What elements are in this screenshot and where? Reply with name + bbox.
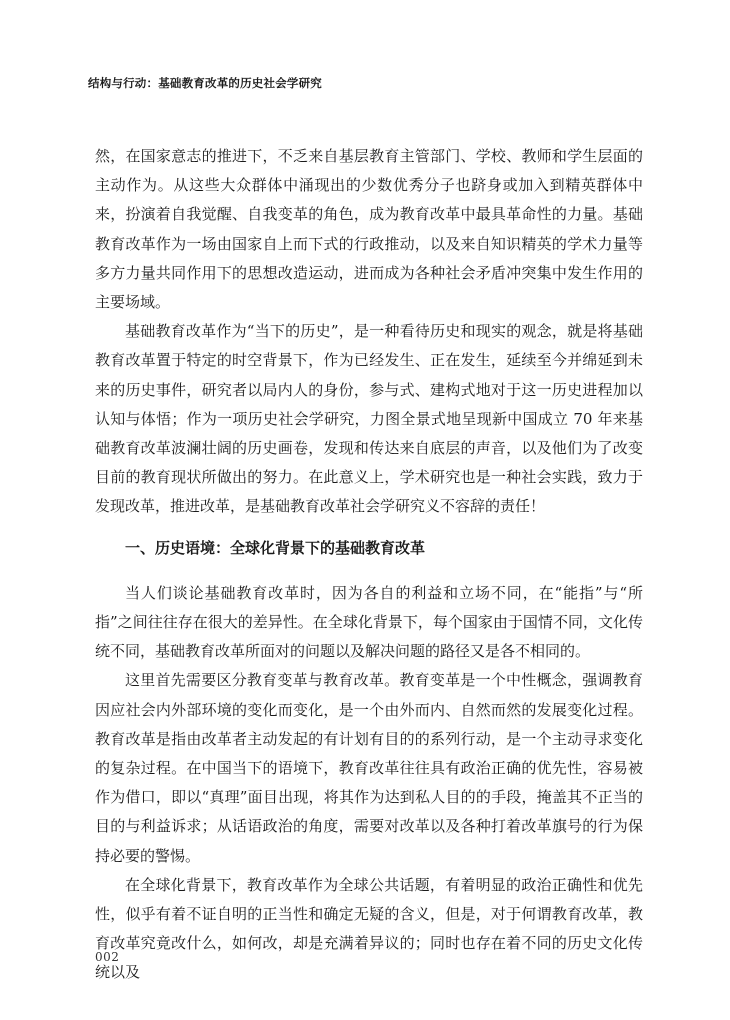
- paragraph-continued: 然，在国家意志的推进下，不乏来自基层教育主管部门、学校、教师和学生层面的主动作为。从这些大众群体中涌现出的少数优秀分子也跻身或加入到精英群体中来，扮演着自我觉醒、自我变革的角色，成为教育改革中最具革命性的力量。基础教育改革作为一场由国家自上而下式的行政推动，以及来自知识精英的学术力量等多方力量共同作用下的思想改造运动，进而成为各种社会矛盾冲突集中发生作用的主要场域。: [95, 147, 643, 312]
- paragraph: 这里首先需要区分教育变革与教育改革。教育变革是一个中性概念，强调教育因应社会内外部环境的变化而变化，是一个由外而内、自然而然的发展变化过程。教育改革是指由改革者主动发起的有计划有目的的系列行动，是一个主动寻求变化的复杂过程。在中国当下的语境下，教育改革往往具有政治正确的优先性，容易被作为借口，即以“真理”面目出现，将其作为达到私人目的的手段，掩盖其不正当的目的与利益诉求；从话语政治的角度，需要对改革以及各种打着改革旗号的行为保持必要的警惕。: [95, 671, 643, 865]
- book-title: 结构与行动：基础教育改革的历史社会学研究: [88, 76, 322, 90]
- page-number: 002: [95, 950, 120, 964]
- paragraph: 当人们谈论基础教育改革时，因为各自的利益和立场不同，在“能指”与“所指”之间往往存在很大的差异性。在全球化背景下，每个国家由于国情不同，文化传统不同，基础教育改革所面对的问题以及解决问题的路径又是各不相同的。: [95, 583, 643, 661]
- paragraph: 基础教育改革作为“当下的历史”，是一种看待历史和现实的观念，就是将基础教育改革置于特定的时空背景下，作为已经发生、正在发生，延续至今并绵延到未来的历史事件，研究者以局内人的身份，参与式、建构式地对于这一历史进程加以认知与体悟；作为一项历史社会学研究，力图全景式地呈现新中国成立 70 年来基础教育改革波澜壮阔的历史画卷，发现和传达来自底层的声音，以及他们为了改变目前的教育现状所做出的努力。在此意义上，学术研究也是一种社会实践，致力于发现改革，推进改革，是基础教育改革社会学研究义不容辞的责任！: [95, 322, 643, 516]
- section-heading: 一、历史语境：全球化背景下的基础教育改革: [125, 538, 426, 557]
- running-header: [80, 66, 330, 100]
- body-text: [95, 142, 643, 988]
- paragraph: 在全球化背景下，教育改革作为全球公共话题，有着明显的政治正确性和优先性，似乎有着不证自明的正当性和确定无疑的含义，但是，对于何谓教育改革，教育改革究竟改什么，如何改，却是充满着异议的；同时也存在着不同的历史文化传统以及: [95, 875, 643, 982]
